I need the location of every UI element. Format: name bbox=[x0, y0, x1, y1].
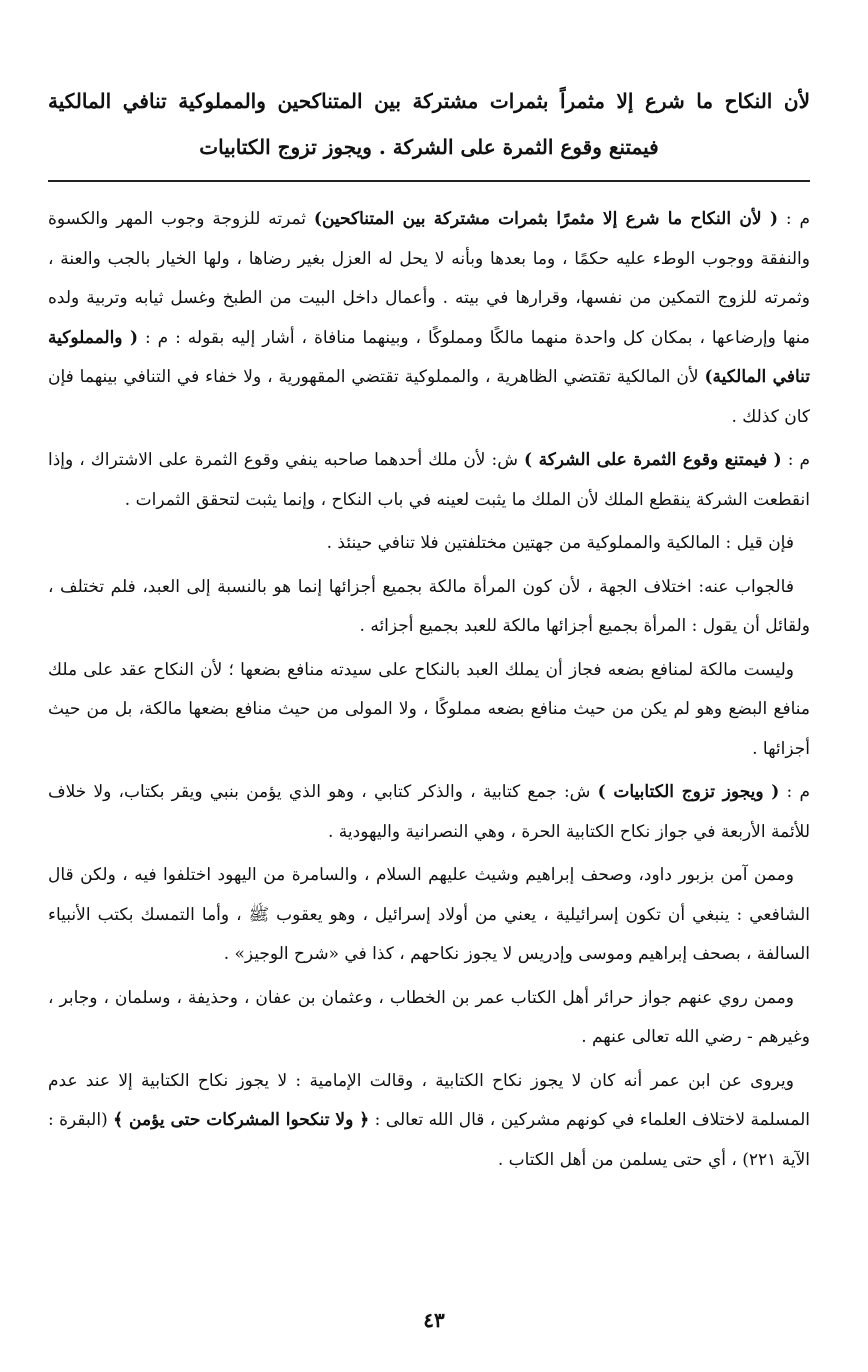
quran-quote: ﴿ ولا تنكحوا المشركات حتى يؤمن ﴾ bbox=[113, 1110, 370, 1130]
commentary-paragraph bbox=[48, 856, 810, 975]
paragraph-text: ش: جمع كتابية ، والذكر كتابي ، وهو الذي يؤمن بنبي ويقر بكتاب، ولا خلاف للأئمة الأربعة في جواز نكاح الكتابية الحرة ، وهي النصرانية واليهودية . bbox=[48, 782, 810, 842]
matn-quote: ( ويجوز تزوج الكتابيات ) bbox=[597, 782, 780, 802]
commentary-paragraph bbox=[48, 1062, 810, 1181]
commentary-paragraph bbox=[48, 524, 810, 564]
separator-line bbox=[48, 180, 810, 182]
paragraph-text: فالجواب عنه: اختلاف الجهة ، لأن كون المرأة مالكة بجميع أجزائها إنما هو بالنسبة إلى العبد، فلم تختلف ، ولقائل أن يقول : المرأة بجميع أجزائها مالكة للعبد بجميع أجزائه . bbox=[48, 576, 810, 636]
commentary-paragraph bbox=[48, 651, 810, 770]
commentary-paragraph bbox=[48, 441, 810, 520]
paragraph-text: ثمرته للزوجة وجوب المهر والكسوة والنفقة ووجوب الوطء عليه حكمًا ، وما بعدها وبأنه لا يحل له العزل بغير رضاها ، ولها الخيار بالجب والعنة ، وثمرته للزوج التمكين من نفسها، وقرارها في بيته . وأعمال داخل البيت من الطبخ وغسل ثيابه وتربية ولده منها وإرضاعها ، بمكان كل واحدة منهما مالكًا ومملوكًا ، وبينهما منافاة ، أشار إليه بقوله : م : bbox=[48, 209, 810, 348]
paragraph-text: لأن المالكية تقتضي الظاهرية ، والمملوكية تقتضي المقهورية ، ولا خفاء في التنافي بينهما فإن كان كذلك . bbox=[48, 367, 810, 427]
commentary bbox=[48, 200, 810, 1180]
commentary-paragraph bbox=[48, 568, 810, 647]
paragraph-text: ويروى عن ابن عمر أنه كان لا يجوز نكاح الكتابية ، وقالت الإمامية : لا يجوز نكاح الكتابية إلا عند عدم المسلمة لاختلاف العلماء في كونهم مشركين ، قال الله تعالى : bbox=[48, 1070, 810, 1130]
paragraph-text: ش: لأن ملك أحدهما صاحبه ينفي وقوع الثمرة على الاشتراك ، وإذا انقطعت الشركة ينقطع الملك لأن الملك ما يثبت لعينه في باب النكاح ، وإنما يثبت لتحقق الثمرات . bbox=[48, 450, 810, 510]
page-number: ٤٣ bbox=[423, 1308, 445, 1332]
matn-text: لأن النكاح ما شرع إلا مثمراً بثمرات مشتركة بين المتناكحين والمملوكية تنافي المالكية فيمتنع وقوع الثمرة على الشركة . ويجوز تزوج الكتابيات bbox=[48, 89, 810, 159]
matn-quote: ( والمملوكية تنافي المالكية) bbox=[48, 327, 810, 387]
matn-quote: ( فيمتنع وقوع الثمرة على الشركة ) bbox=[524, 450, 782, 470]
matn-marker: م : bbox=[786, 782, 810, 802]
paragraph-text: فإن قيل : المالكية والمملوكية من جهتين مختلفتين فلا تنافي حينئذ . bbox=[326, 533, 794, 553]
matn-quote: ( لأن النكاح ما شرع إلا مثمرًا بثمرات مشتركة بين المتناكحين) bbox=[313, 209, 779, 229]
matn-marker: م : bbox=[785, 209, 810, 229]
paragraph-text: وممن آمن بزبور داود، وصحف إبراهيم وشيث عليهم السلام ، والسامرة من اليهود اختلفوا فيه ، ولكن قال الشافعي : ينبغي أن تكون إسرائيلية ، يعني من أولاد إسرائيل ، وهو يعقوب ﷺ ، وأما التمسك بكتب الأنبياء السالفة ، بصحف إبراهيم وموسى وإدريس لا يجوز نكاحهم ، كذا في «شرح الوجيز» . bbox=[48, 865, 810, 964]
paragraph-text: وليست مالكة لمنافع بضعه فجاز أن يملك العبد بالنكاح على سيدته منافع بضعها ؛ لأن النكاح عقد على ملك منافع البضع وهو لم يكن من حيث منافع بضعه مملوكًا ، ولا المولى من حيث منافع بضعها مالكة، بل من حيث أجزائها . bbox=[48, 659, 810, 759]
commentary-paragraph bbox=[48, 773, 810, 852]
paragraph-text: وممن روي عنهم جواز حرائر أهل الكتاب عمر بن الخطاب ، وعثمان بن عفان ، وحذيفة ، وسلمان ، وجابر ، وغيرهم - رضي الله تعالى عنهم . bbox=[48, 987, 810, 1047]
matn-marker: م : bbox=[787, 450, 810, 470]
commentary-paragraph bbox=[48, 979, 810, 1058]
commentary-paragraph bbox=[48, 200, 810, 437]
paragraph-text: (البقرة : الآية ٢٢١) ، أي حتى يسلمن من أهل الكتاب . bbox=[48, 1110, 810, 1170]
